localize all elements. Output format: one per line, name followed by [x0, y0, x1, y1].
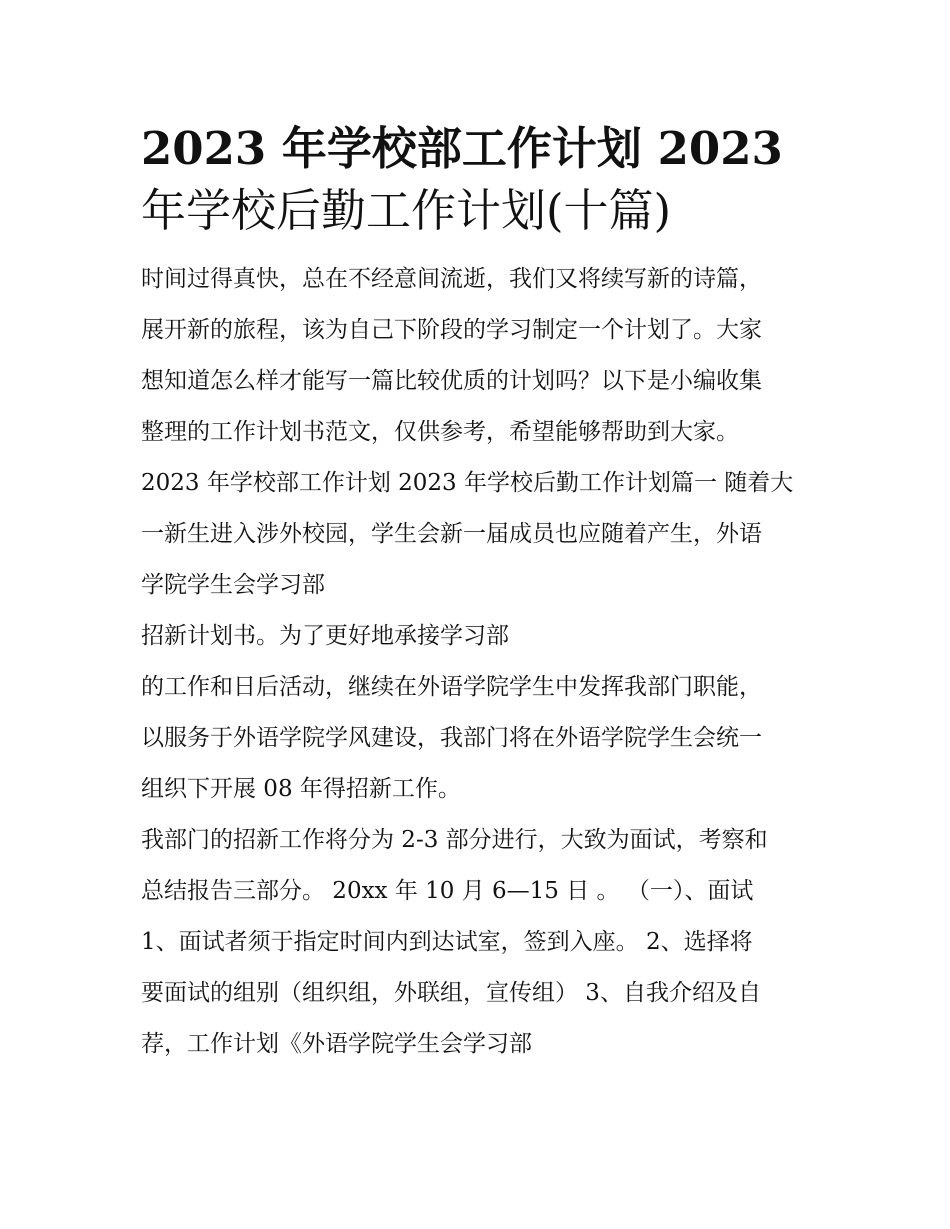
document-body: [141, 118, 821, 1070]
paragraph-interview-steps: 1、面试者须于指定时间内到达试室，签到入座。 2、选择将 要面试的组别（组织组，外联组，宣传组） 3、自我介绍及自 荐，工作计划《外语学院学生会学习部: [141, 929, 761, 1057]
paragraph-recruit-stages: 我部门的招新工作将分为 2-3 部分进行，大致为面试，考察和 总结报告三部分。 20xx 年 10 月 6—15 日 。 （一）、面试: [141, 827, 768, 904]
paragraph-recruit-purpose: 的工作和日后活动，继续在外语学院学生中发挥我部门职能， 以服务于外语学院学风建设，我部门将在外语学院学生会统一 组织下开展 08 年得招新工作。: [141, 674, 762, 802]
paragraph-intro: 时间过得真快，总在不经意间流逝，我们又将续写新的诗篇， 展开新的旅程，该为自己下阶段的学习制定一个计划了。大家 想知道怎么样才能写一篇比较优质的计划吗？以下是小编收集 整理的工作计划书范文，仅供参考，希望能够帮助到大家。: [141, 266, 762, 445]
title-line-2: 年学校后勤工作计划(十篇): [141, 184, 672, 237]
title-line-1: 2023 年学校部工作计划 2023: [141, 122, 783, 175]
paragraph-plan-intro: 2023 年学校部工作计划 2023 年学校后勤工作计划篇一 随着大 一新生进入涉外校园，学生会新一届成员也应随着产生，外语 学院学生会学习部: [141, 470, 794, 598]
paragraph-recruit-title: 招新计划书。为了更好地承接学习部: [141, 623, 509, 649]
document-title: [141, 118, 821, 254]
